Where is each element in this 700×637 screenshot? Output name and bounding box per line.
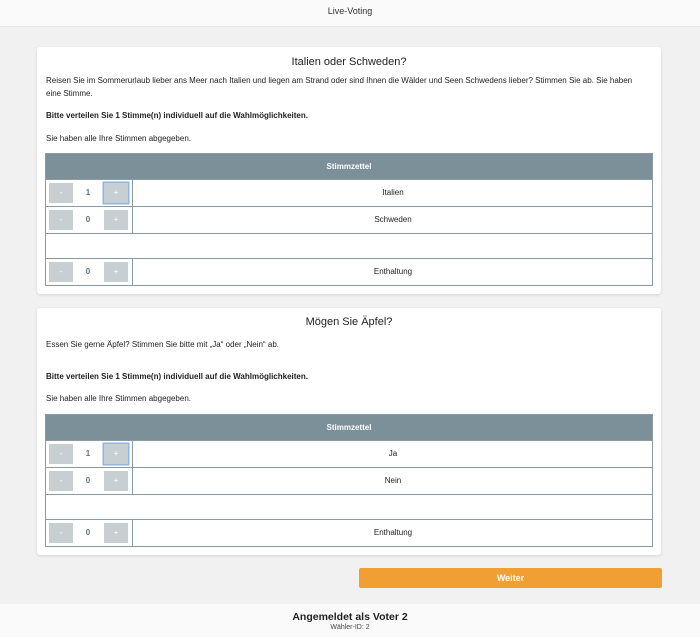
decrement-button[interactable]: - <box>49 471 73 491</box>
option-label: Nein <box>384 476 402 485</box>
ballot-header: Stimmzettel <box>46 154 652 179</box>
increment-button[interactable]: + <box>104 183 128 203</box>
vote-count: 0 <box>85 528 91 537</box>
decrement-button[interactable]: - <box>49 523 73 543</box>
vote-count: 0 <box>85 267 91 276</box>
ballot-row-enthaltung <box>46 258 652 285</box>
poll-instruction: Bitte verteilen Sie 1 Stimme(n) individuell auf die Wahlmöglichkeiten. <box>46 372 308 381</box>
increment-button[interactable]: + <box>104 262 128 282</box>
poll-status: Sie haben alle Ihre Stimmen abgegeben. <box>46 134 191 143</box>
ballot-row-italien <box>46 179 652 206</box>
ballot-row-enthaltung <box>46 519 652 546</box>
option-label: Enthaltung <box>373 267 413 276</box>
poll-card-2 <box>37 308 661 555</box>
decrement-button[interactable]: - <box>49 444 73 464</box>
poll-title: Mögen Sie Äpfel? <box>305 316 393 328</box>
vote-stepper <box>46 520 133 546</box>
ballot-spacer-row <box>46 494 652 519</box>
footer <box>0 604 700 637</box>
app-title: Live-Voting <box>327 6 373 16</box>
vote-stepper <box>46 180 133 206</box>
ballot-table <box>45 414 653 547</box>
poll-description: Essen Sie gerne Äpfel? Stimmen Sie bitte mit „Ja“ oder „Nein“ ab. <box>46 340 279 349</box>
decrement-button[interactable]: - <box>49 210 73 230</box>
vote-count: 1 <box>85 449 91 458</box>
ballot-spacer-row <box>46 233 652 258</box>
next-button[interactable]: Weiter <box>359 568 662 588</box>
vote-count: 0 <box>85 476 91 485</box>
option-label: Italien <box>382 188 404 197</box>
increment-button[interactable]: + <box>104 471 128 491</box>
ballot-row-ja <box>46 440 652 467</box>
poll-title: Italien oder Schweden? <box>291 56 407 68</box>
vote-stepper <box>46 441 133 467</box>
ballot-row-schweden <box>46 206 652 233</box>
vote-stepper <box>46 468 133 494</box>
voter-id: Wähler-ID: 2 <box>330 624 370 631</box>
decrement-button[interactable]: - <box>49 262 73 282</box>
poll-instruction: Bitte verteilen Sie 1 Stimme(n) individuell auf die Wahlmöglichkeiten. <box>46 111 308 120</box>
increment-button[interactable]: + <box>104 444 128 464</box>
top-bar <box>0 0 700 27</box>
vote-count: 1 <box>85 188 91 197</box>
option-label: Ja <box>388 449 398 458</box>
ballot-header: Stimmzettel <box>46 415 652 440</box>
increment-button[interactable]: + <box>104 523 128 543</box>
poll-card-1 <box>37 47 661 294</box>
ballot-row-nein <box>46 467 652 494</box>
option-label: Enthaltung <box>373 528 413 537</box>
decrement-button[interactable]: - <box>49 183 73 203</box>
logged-in-user: Angemeldet als Voter 2 <box>292 611 408 623</box>
poll-description: Reisen Sie im Sommerurlaub lieber ans Meer nach Italien und liegen am Strand oder sind Ihnen die Wälder und Seen Schwedens lieber? Stimmen Sie ab. Sie haben eine Stimme. <box>46 76 633 98</box>
ballot-table <box>45 153 653 286</box>
option-label: Schweden <box>374 215 412 224</box>
vote-count: 0 <box>85 215 91 224</box>
vote-stepper <box>46 207 133 233</box>
vote-stepper <box>46 259 133 285</box>
increment-button[interactable]: + <box>104 210 128 230</box>
poll-status: Sie haben alle Ihre Stimmen abgegeben. <box>46 394 191 403</box>
